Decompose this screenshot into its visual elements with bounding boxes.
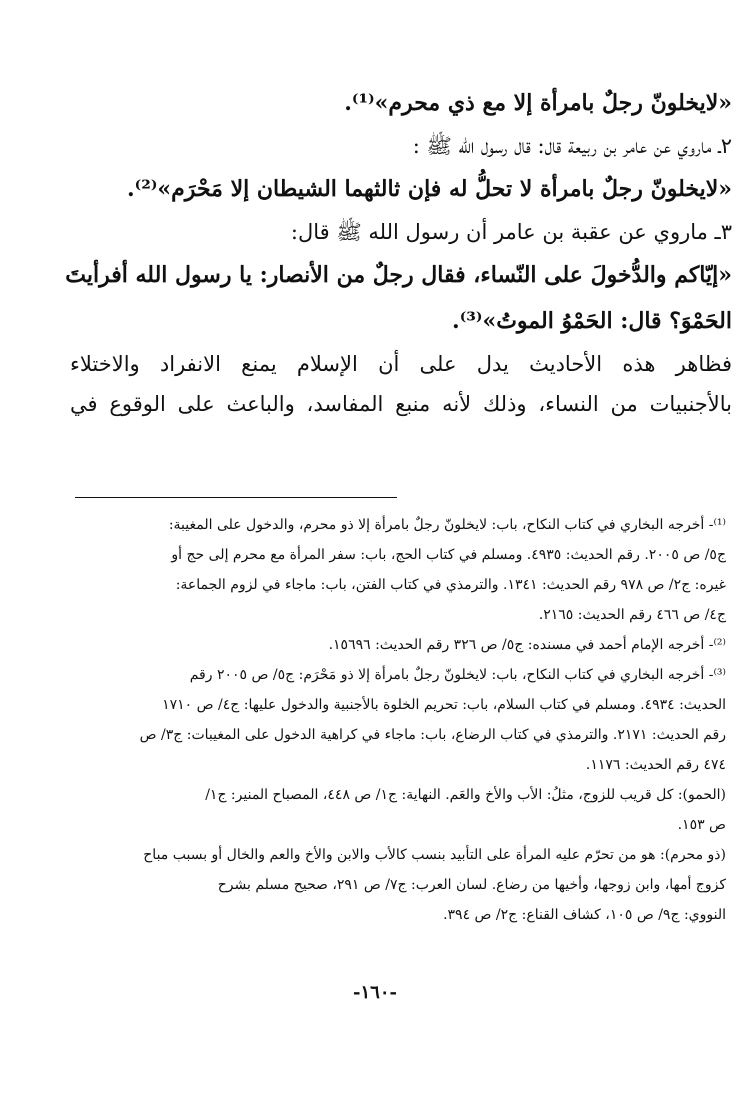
- mahram-definition-line-2: كزوج أمها، وابن زوجها، وأخيها من رضاع. لسان العرب: ج٧/ ص ٢٩١، صحيح مسلم بشرح: [217, 877, 726, 893]
- footnote-separator: [75, 497, 397, 498]
- hamw-definition-line-2: ص ١٥٣.: [677, 817, 726, 833]
- footnotes: [64, 510, 726, 930]
- page-number: -١٦٠-: [353, 982, 397, 1003]
- paragraph-line-1: فظاهر هذه الأحاديث يدل على أن الإسلام يمنع الانفراد والاختلاء: [70, 352, 732, 376]
- narration-3: ٣ـ ماروي عن عقبة بن عامر أن رسول الله ﷺ قال:: [290, 220, 732, 244]
- hadith-3-line-2: الحَمْوَ؟ قال: الحَمْوُ الموتُ»⁽³⁾.: [452, 308, 732, 334]
- hadith-1: «لايخلونّ رجلٌ بامرأة إلا مع ذي محرم»⁽¹⁾.: [344, 90, 732, 116]
- mahram-definition-line-1: (ذو محرم): هو من تحرّم عليه المرأة على التأبيد بنسب كالأب والابن والأخ والعم والخال أو بسبب مباح: [143, 847, 726, 863]
- hadith-3-line-1: «إيّاكم والدُّخولَ على النّساء، فقال رجلٌ من الأنصار: يا رسول الله أفرأيتَ: [65, 262, 732, 288]
- footnote-1-line-1: ⁽¹⁾- أخرجه البخاري في كتاب النكاح، باب: لايخلونّ رجلٌ بامرأة إلا ذو محرم، والدخول على المغيبة:: [168, 517, 726, 533]
- main-text: [65, 80, 732, 424]
- mahram-definition-line-3: النووي: ج٩/ ص ١٠٥، كشاف القناع: ج٢/ ص ٣٩٤.: [443, 907, 726, 923]
- footnote-3-line-4: ٤٧٤ رقم الحديث: ١١٧٦.: [585, 757, 726, 773]
- footnote-1-line-2: ج٥/ ص ٢٠٠٥. رقم الحديث: ٤٩٣٥. ومسلم في كتاب الحج، باب: سفر المرأة مع محرم إلى حج أو: [171, 547, 726, 563]
- footnote-3-line-3: رقم الحديث: ٢١٧١. والترمذي في كتاب الرضاع، باب: ماجاء في كراهية الدخول على المغيبات: ج٣/ ص: [139, 727, 726, 743]
- hamw-definition-line-1: (الحمو): كل قريب للزوج، مثلُ: الأب والأخ والعَم. النهاية: ج١/ ص ٤٤٨، المصباح المنير: ج١/: [205, 787, 726, 803]
- footnote-1-line-4: ج٤/ ص ٤٦٦ رقم الحديث: ٢١٦٥.: [538, 607, 726, 623]
- footnote-1-line-3: غيره: ج٢/ ص ٩٧٨ رقم الحديث: ١٣٤١. والترمذي في كتاب الفتن، باب: ماجاء في لزوم الجماعة:: [175, 577, 726, 593]
- footnote-3-line-1: ⁽³⁾- أخرجه البخاري في كتاب النكاح، باب: لايخلونّ رجلٌ بامرأة إلا ذو مَحْرَم: ج٥/ ص ٢٠٠٥ رقم: [189, 667, 726, 683]
- footnote-3-line-2: الحديث: ٤٩٣٤. ومسلم في كتاب السلام، باب: تحريم الخلوة بالأجنبية والدخول عليها: ج٤/ ص ١٧١٠: [162, 697, 726, 713]
- hadith-2: «لايخلونّ رجلٌ بامرأة لا تحلُّ له فإن ثالثهما الشيطان إلا مَحْرَم»⁽²⁾.: [127, 176, 732, 202]
- narration-2: ٢ـ ماروي عن عامر بن ربيعة قال: قال رسول الله ﷺ :: [412, 134, 732, 158]
- paragraph-line-2: بالأجنبيات من النساء، وذلك لأنه منبع المفاسد، والباعث على الوقوع في: [70, 392, 732, 416]
- footnote-2: ⁽²⁾- أخرجه الإمام أحمد في مسنده: ج٥/ ص ٣٢٦ رقم الحديث: ١٥٦٩٦.: [328, 637, 726, 653]
